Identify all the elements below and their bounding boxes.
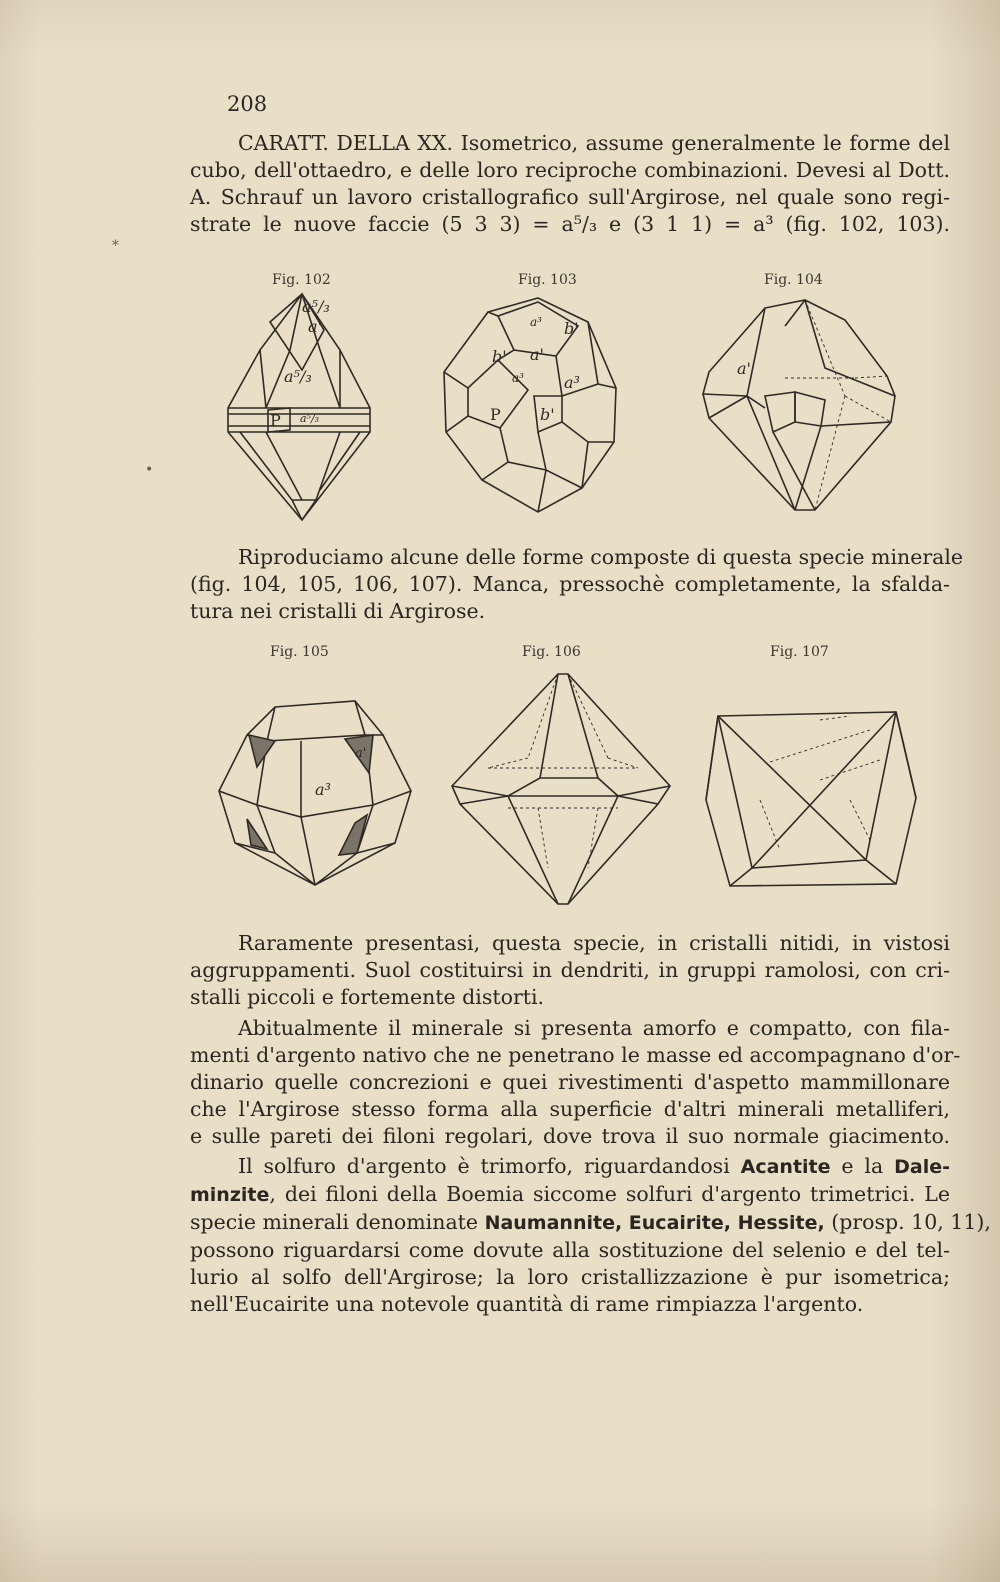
fig-label: a'	[308, 317, 322, 336]
fig-106-caption: Fig. 106	[522, 644, 581, 660]
fig-label: a'	[530, 345, 544, 364]
mineral-name: minzite	[190, 1184, 270, 1206]
text-line: possono riguardarsi come dovute alla sostituzione del selenio e del tel-	[190, 1238, 950, 1262]
text-line: stalli piccoli e fortemente distorti.	[190, 985, 545, 1009]
paragraph-rarity	[190, 930, 950, 1011]
text-run: , dei filoni della Boemia siccome solfuri d'argento trimetrici. Le	[269, 1182, 950, 1206]
fig-label: a³	[530, 315, 542, 329]
fig-label: a'	[737, 359, 751, 378]
text-line: lurio al solfo dell'Argirose; la loro cristallizzazione è pur isometrica;	[190, 1265, 950, 1289]
text-line: che l'Argirose stesso forma alla superficie d'altri minerali metalliferi,	[190, 1097, 950, 1121]
text-line	[190, 1181, 950, 1209]
text-line: Abitualmente il minerale si presenta amorfo e compatto, con fila-	[238, 1016, 950, 1040]
mineral-name: Acantite	[740, 1156, 831, 1178]
text-line: nell'Eucairite una notevole quantità di rame rimpiazza l'argento.	[190, 1292, 864, 1316]
fig-label: b'	[564, 319, 579, 338]
page-number: 208	[227, 92, 268, 116]
text-line: aggruppamenti. Suol costituirsi in dendriti, in gruppi ramolosi, con cri-	[190, 958, 950, 982]
text-line: Riproduciamo alcune delle forme composte di questa specie minerale	[238, 545, 964, 569]
text-line	[190, 1209, 991, 1237]
fig-105-crystal	[215, 695, 415, 890]
fig-label: a³	[564, 373, 580, 392]
text-line: (fig. 104, 105, 106, 107). Manca, pressochè completamente, la sfalda-	[190, 572, 950, 596]
paragraph-composite-forms	[190, 544, 964, 625]
fig-label: P	[490, 405, 501, 424]
fig-label: a'	[355, 746, 367, 761]
fig-106-crystal	[448, 668, 678, 908]
fig-label: b'	[540, 405, 555, 424]
fig-102-caption: Fig. 102	[272, 272, 331, 288]
text-line: CARATT. DELLA XX. Isometrico, assume generalmente le forme del	[238, 131, 950, 155]
text-line	[190, 1153, 950, 1181]
text-line: e sulle pareti dei filoni regolari, dove trova il suo normale giacimento.	[190, 1124, 950, 1148]
fig-103-caption: Fig. 103	[518, 272, 577, 288]
fig-label: a³	[315, 780, 331, 799]
text-run: specie minerali denominate	[190, 1210, 479, 1234]
fig-label: a⁵/₃	[284, 367, 312, 386]
text-line: strate le nuove faccie (5 3 3) = a⁵/₃ e (3 1 1) = a³ (fig. 102, 103).	[190, 212, 950, 236]
mineral-name: Dale-	[894, 1156, 950, 1178]
fig-102-crystal	[220, 290, 380, 525]
paragraph-trimorph	[190, 1153, 991, 1318]
fig-label: b'	[492, 347, 507, 366]
fig-107-caption: Fig. 107	[770, 644, 829, 660]
margin-mark: *	[112, 238, 119, 254]
fig-105-caption: Fig. 105	[270, 644, 329, 660]
text-line: Raramente presentasi, questa specie, in cristalli nitidi, in vistosi	[238, 931, 950, 955]
text-run: (prosp. 10, 11),	[831, 1210, 991, 1234]
text-line: tura nei cristalli di Argirose.	[190, 599, 486, 623]
fig-103-crystal	[438, 292, 623, 517]
fig-104-crystal	[695, 296, 910, 516]
fig-107-crystal	[700, 700, 922, 892]
paragraph-characteristics	[190, 130, 950, 238]
fig-label: a⁵/₃	[302, 297, 330, 316]
mineral-name: Naumannite, Eucairite, Hessite,	[484, 1212, 825, 1234]
text-line: menti d'argento nativo che ne penetrano le masse ed accompagnano d'or-	[190, 1043, 961, 1067]
fig-104-caption: Fig. 104	[764, 272, 823, 288]
fig-label: P	[270, 411, 281, 430]
fig-label: a⁵/₃	[300, 412, 320, 425]
text-run: Il solfuro d'argento è trimorfo, riguardandosi	[238, 1154, 730, 1178]
margin-mark: •	[145, 462, 154, 478]
text-line: A. Schrauf un lavoro cristallografico sull'Argirose, nel quale sono regi-	[190, 185, 950, 209]
text-line: cubo, dell'ottaedro, e delle loro reciproche combinazioni. Devesi al Dott.	[190, 158, 950, 182]
text-line: dinario quelle concrezioni e quei rivestimenti d'aspetto mammillonare	[190, 1070, 950, 1094]
text-run: e la	[841, 1154, 884, 1178]
paragraph-habit	[190, 1015, 961, 1150]
fig-label: a³	[512, 371, 524, 385]
